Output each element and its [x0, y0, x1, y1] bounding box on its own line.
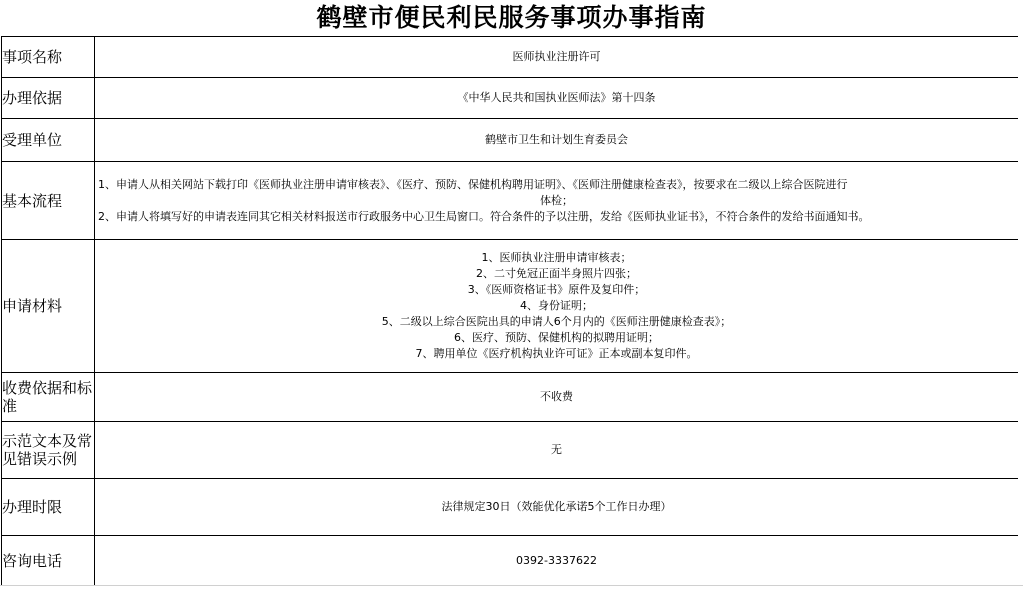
page-title: 鹤壁市便民利民服务事项办事指南	[316, 3, 707, 32]
value-process	[95, 162, 1019, 240]
table-row-basis	[2, 78, 1019, 119]
label-materials: 申请材料	[2, 240, 95, 373]
materials-line-4: 4、身份证明；	[520, 299, 593, 312]
materials-line-1: 1、医师执业注册申请审核表；	[481, 251, 632, 264]
value-fees: 不收费	[95, 373, 1019, 422]
label-time-limit: 办理时限	[2, 479, 95, 536]
materials-line-5: 5、二级以上综合医院出具的申请人6个月内的《医师注册健康检查表》；	[381, 315, 732, 328]
materials-line-3: 3、《医师资格证书》原件及复印件；	[467, 283, 646, 296]
process-line-3: 2、申请人将填写好的申请表连同其它相关材料报送市行政服务中心卫生局窗口。符合条件的予以注册，发给《医师执业证书》，不符合条件的发给书面通知书。	[98, 209, 870, 223]
table-row-unit	[2, 119, 1019, 162]
label-item-name: 事项名称	[2, 37, 95, 78]
value-time-limit: 法律规定30日（效能优化承诺5个工作日办理）	[95, 479, 1019, 536]
table-row-materials	[2, 240, 1019, 373]
value-materials	[95, 240, 1019, 373]
value-basis: 《中华人民共和国执业医师法》第十四条	[95, 78, 1019, 119]
table-row-phone	[2, 536, 1019, 587]
label-phone: 咨询电话	[2, 536, 95, 587]
label-fees: 收费依据和标准	[2, 373, 95, 422]
value-item-name: 医师执业注册许可	[95, 37, 1019, 78]
value-unit: 鹤壁市卫生和计划生育委员会	[95, 119, 1019, 162]
label-unit: 受理单位	[2, 119, 95, 162]
process-line-2: 体检；	[540, 193, 573, 207]
guide-table	[1, 36, 1019, 587]
value-phone: 0392-3337622	[95, 536, 1019, 587]
sheet-margin-right	[1018, 36, 1023, 590]
materials-line-2: 2、二寸免冠正面半身照片四张；	[476, 267, 637, 280]
table-row-process	[2, 162, 1019, 240]
label-process: 基本流程	[2, 162, 95, 240]
materials-line-6: 6、医疗、预防、保健机构的拟聘用证明；	[454, 331, 659, 344]
value-samples: 无	[95, 422, 1019, 479]
label-samples: 示范文本及常见错误示例	[2, 422, 95, 479]
table-row-fees	[2, 373, 1019, 422]
table-row-item-name	[2, 37, 1019, 78]
materials-line-7: 7、聘用单位《医疗机构执业许可证》正本或副本复印件。	[415, 347, 698, 360]
process-line-1: 1、申请人从相关网站下载打印《医师执业注册申请审核表》、《医疗、预防、保健机构聘用证明》、《医师注册健康检查表》，按要求在二级以上综合医院进行	[98, 177, 848, 191]
table-row-time-limit	[2, 479, 1019, 536]
table-row-samples	[2, 422, 1019, 479]
label-basis: 办理依据	[2, 78, 95, 119]
sheet-margin-bottom	[0, 585, 1023, 591]
